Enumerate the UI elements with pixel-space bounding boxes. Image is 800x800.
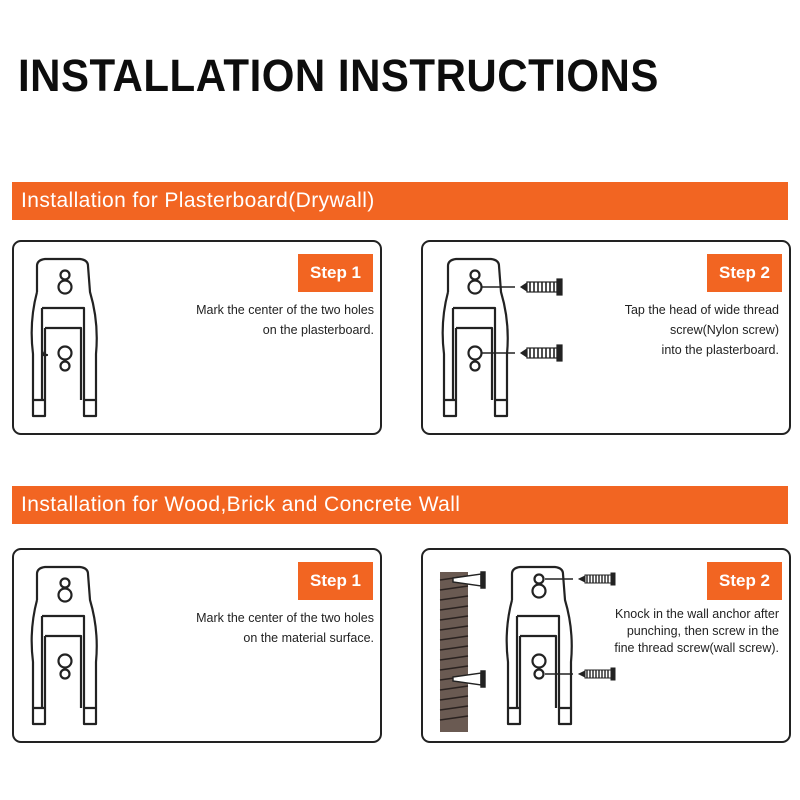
- step-card-plasterboard-1: [12, 240, 382, 435]
- step-instructions: Mark the center of the two holes on the plasterboard.: [196, 303, 374, 337]
- step-instructions: Tap the head of wide thread screw(Nylon screw) into the plasterboard.: [624, 303, 779, 357]
- step-badge: Step 1: [298, 254, 373, 292]
- brick-wall-icon: [440, 572, 468, 732]
- section-heading-wood-brick-concrete: Installation for Wood,Brick and Concrete Wall: [12, 486, 788, 524]
- wall-screw-icon: [579, 573, 615, 585]
- step-card-wood-1: [12, 548, 382, 743]
- step-card-wood-2: [421, 548, 791, 743]
- step-instructions: Knock in the wall anchor after punching, then screw in the fine thread screw(wall screw).: [614, 607, 779, 655]
- step-card-plasterboard-2: [421, 240, 791, 435]
- wall-screw-icon: [579, 668, 615, 680]
- nylon-screw-icon: [521, 345, 562, 361]
- step-badge: Step 2: [707, 562, 782, 600]
- step-badge: Step 1: [298, 562, 373, 600]
- step-badge: Step 2: [707, 254, 782, 292]
- section-heading-plasterboard: Installation for Plasterboard(Drywall): [12, 182, 788, 220]
- nylon-screw-icon: [521, 279, 562, 295]
- step-instructions: Mark the center of the two holes on the material surface.: [196, 611, 374, 645]
- page-title: INSTALLATION INSTRUCTIONS: [18, 50, 659, 101]
